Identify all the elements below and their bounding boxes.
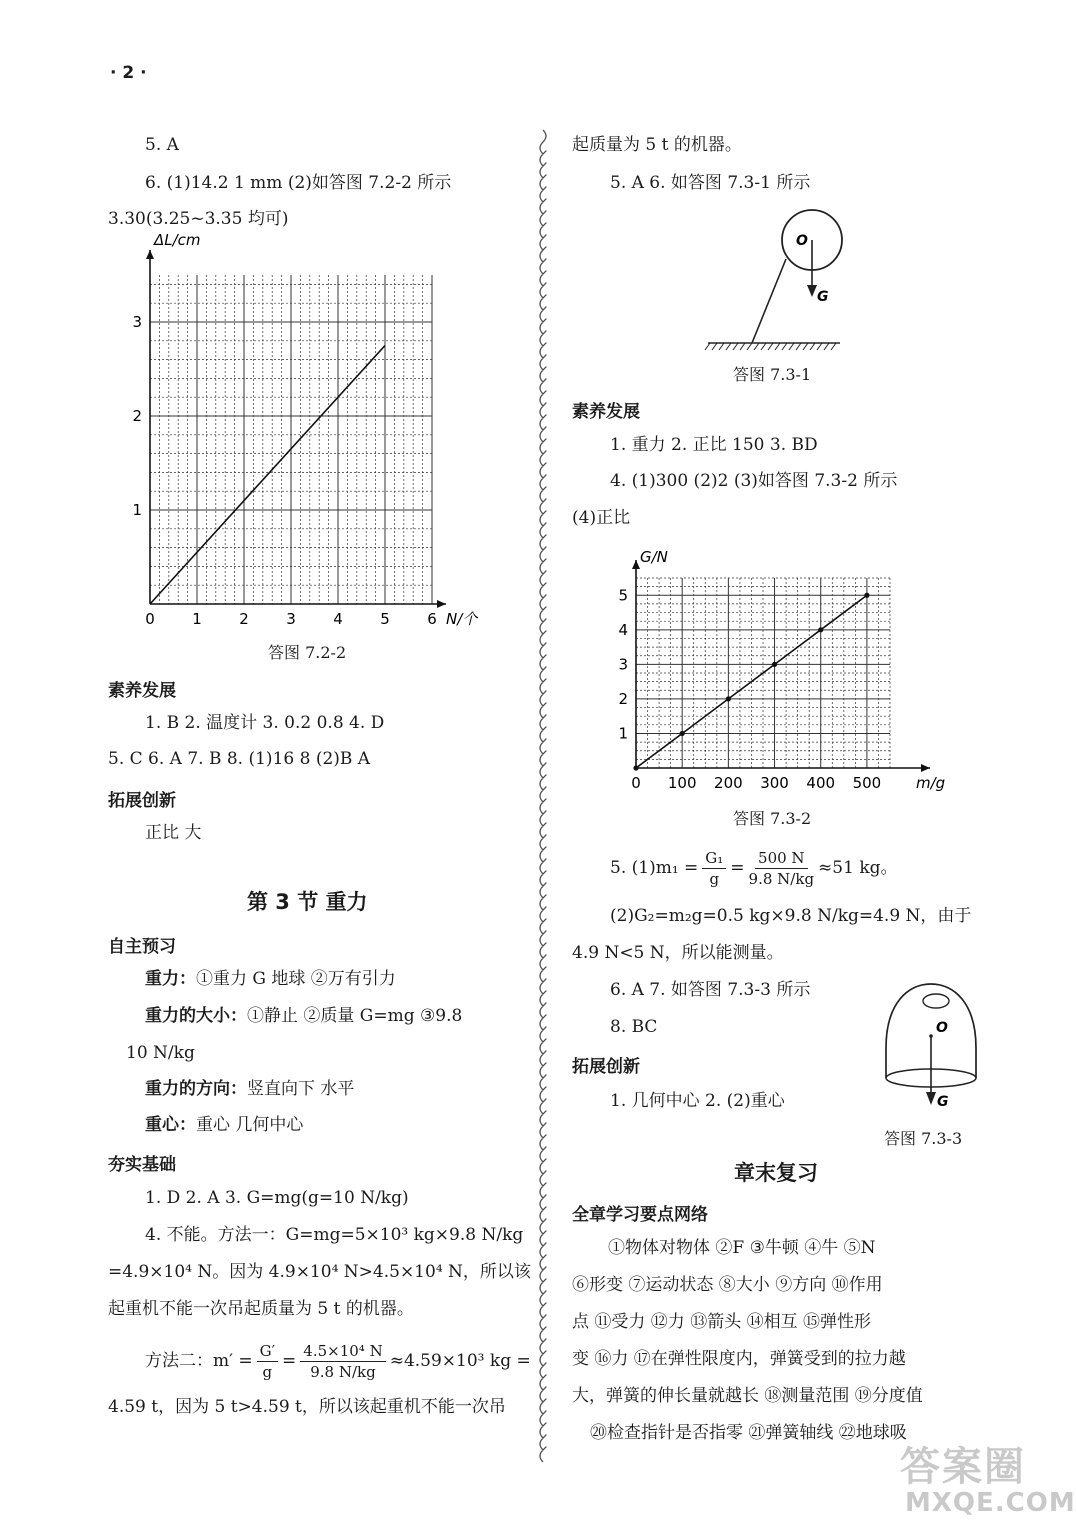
ground-hatch: [705, 343, 836, 350]
x-tick-label: 5: [380, 610, 390, 628]
hatch-line: [796, 343, 801, 350]
answer-line: 5. A: [145, 135, 179, 155]
column-separator: [536, 130, 550, 1450]
hatch-line: [789, 343, 794, 350]
hatch-line: [726, 343, 731, 350]
formula-text: ≈51 kg。: [818, 858, 898, 878]
term-label: 重力的大小：: [145, 1006, 247, 1026]
hatch-line: [768, 343, 773, 350]
force-label: G: [817, 289, 829, 305]
watermark-logo: 答案圈: [900, 1444, 1026, 1490]
hatch-line: [782, 343, 787, 350]
center-label: O: [936, 1020, 948, 1036]
answer-line: ⑳检查指针是否指零 ㉑弹簧轴线 ㉒地球吸: [590, 1423, 907, 1443]
series-line: [150, 346, 385, 605]
answer-line: [145, 1078, 354, 1100]
center-label: O: [796, 233, 808, 249]
x-axis-arrow-icon: [437, 600, 446, 608]
section-heading: 拓展创新: [572, 1057, 640, 1077]
answer-line: [145, 968, 396, 990]
answer-line: 4. 不能。方法一：G=mg=5×10³ kg×9.8 N/kg: [145, 1225, 524, 1245]
y-axis-label: G/N: [640, 548, 668, 566]
page-number: · 2 ·: [110, 63, 147, 83]
hatch-line: [824, 343, 829, 350]
x-axis-label: m/g: [916, 774, 946, 792]
watermark-url: MXQE.COM: [905, 1488, 1076, 1518]
term-text: 重心 几何中心: [196, 1115, 304, 1135]
figure-7-3-1: [700, 205, 850, 355]
section-heading: 全章学习要点网络: [572, 1205, 708, 1225]
data-point: [633, 765, 638, 770]
fraction: [749, 848, 815, 889]
answer-line: (2)G₂=m₂g=0.5 kg×9.8 N/kg=4.9 N，由于: [610, 906, 972, 926]
section-heading: 素养发展: [572, 402, 640, 422]
y-tick-label: 2: [618, 689, 628, 708]
answer-line: 5. A 6. 如答图 7.3-1 所示: [610, 173, 811, 193]
support-rod: [752, 259, 786, 343]
x-axis-arrow-icon: [921, 764, 930, 772]
answer-line: 6. A 7. 如答图 7.3-3 所示: [610, 980, 811, 1000]
y-tick-label: 3: [132, 313, 142, 331]
answer-line: 8. BC: [610, 1017, 658, 1037]
answer-line: 4. (1)300 (2)2 (3)如答图 7.3-2 所示: [610, 471, 898, 491]
data-point: [726, 696, 731, 701]
y-tick-label: 2: [132, 407, 142, 425]
hatch-line: [775, 343, 780, 350]
numerator: G₁: [702, 848, 726, 869]
answer-line: 大，弹簧的伸长量就越长 ⑱测量范围 ⑲分度值: [572, 1386, 923, 1406]
answer-line: 点 ⑪受力 ⑫力 ⑬箭头 ⑭相互 ⑮弹性形: [572, 1312, 872, 1332]
hatch-line: [733, 343, 738, 350]
answer-line: =4.9×10⁴ N。因为 4.9×10⁴ N>4.5×10⁴ N，所以该: [108, 1262, 531, 1282]
hatch-line: [740, 343, 745, 350]
answer-line: ①物体对物体 ②F ③牛顿 ④牛 ⑤N: [608, 1238, 876, 1258]
answer-line: 1. 几何中心 2. (2)重心: [610, 1091, 785, 1111]
section-heading: 夯实基础: [108, 1155, 176, 1175]
formula-text: ≈4.59×10³ kg =: [389, 1351, 531, 1371]
x-tick-label: 0: [145, 610, 155, 628]
grid: [150, 275, 432, 604]
denominator: 9.8 N/kg: [310, 1362, 376, 1381]
answer-line: 4.9 N<5 N，所以能测量。: [572, 943, 784, 963]
y-tick-label: 4: [618, 620, 628, 639]
x-tick-label: 0: [631, 774, 641, 792]
chart-7-2-2: [100, 231, 520, 640]
answer-line: 1. D 2. A 3. G=mg(g=10 N/kg): [145, 1188, 409, 1208]
hatch-line: [705, 343, 710, 350]
data-point: [680, 731, 685, 736]
formula-line: [145, 1335, 531, 1387]
formula-text: =: [730, 858, 745, 878]
answer-line: 正比 大: [145, 823, 202, 843]
figure-7-3-3: [876, 978, 986, 1110]
x-tick-label: 1: [192, 610, 202, 628]
x-tick-label: 4: [333, 610, 343, 628]
figure-caption: 答图 7.3-1: [733, 365, 812, 384]
data-point: [772, 662, 777, 667]
y-tick-label: 3: [618, 655, 628, 674]
numerator: G′: [257, 1341, 278, 1362]
x-tick-label: 2: [239, 610, 249, 628]
answer-line: 起重机不能一次吊起质量为 5 t 的机器。: [108, 1299, 414, 1319]
fraction: [300, 1341, 385, 1382]
y-axis-arrow-icon: [146, 250, 154, 259]
x-tick-label: 6: [427, 610, 437, 628]
section-title: 章末复习: [734, 1161, 818, 1185]
chart-caption: 答图 7.2-2: [268, 643, 347, 662]
y-tick-label: 5: [618, 586, 628, 605]
arrow-head-icon: [807, 285, 817, 297]
term-label: 重心：: [145, 1115, 196, 1135]
section-heading: 素养发展: [108, 681, 176, 701]
answer-line: 10 N/kg: [126, 1043, 195, 1063]
y-axis-arrow-icon: [632, 560, 640, 569]
hatch-line: [761, 343, 766, 350]
x-tick-label: 300: [760, 774, 789, 792]
x-tick-label: 500: [852, 774, 882, 792]
answer-line: ⑥形变 ⑦运动状态 ⑧大小 ⑨方向 ⑩作用: [572, 1275, 883, 1295]
data-point: [818, 627, 823, 632]
hatch-line: [719, 343, 724, 350]
hatch-line: [712, 343, 717, 350]
answer-line: 4.59 t，因为 5 t>4.59 t，所以该起重机不能一次吊: [108, 1397, 506, 1417]
term-label: 重力：: [145, 969, 196, 989]
section-heading: 拓展创新: [108, 791, 176, 811]
answer-line: [145, 1005, 462, 1027]
hatch-line: [754, 343, 759, 350]
arrow-head-icon: [926, 1092, 936, 1105]
hatch-line: [817, 343, 822, 350]
term-text: ①静止 ②质量 G=mg ③9.8: [247, 1006, 463, 1026]
term-text: ①重力 G 地球 ②万有引力: [196, 969, 396, 989]
figure-caption: 答图 7.3-3: [884, 1129, 963, 1148]
denominator: g: [709, 869, 720, 888]
chart-caption: 答图 7.3-2: [733, 809, 812, 828]
answer-line: 起质量为 5 t 的机器。: [572, 135, 742, 155]
data-point: [864, 593, 869, 598]
hatch-line: [747, 343, 752, 350]
hatch-line: [831, 343, 836, 350]
denominator: g: [262, 1362, 273, 1381]
formula-text: 方法二：m′ =: [145, 1351, 253, 1371]
x-axis-label: N/个: [446, 610, 478, 628]
hatch-line: [803, 343, 808, 350]
bell-hole: [923, 994, 949, 1008]
section-title: 第 3 节 重力: [247, 890, 368, 914]
answer-line: 1. 重力 2. 正比 150 3. BD: [610, 435, 818, 455]
numerator: 4.5×10⁴ N: [300, 1341, 385, 1362]
chart-7-3-2: [590, 540, 960, 802]
y-tick-label: 1: [618, 724, 628, 743]
answer-line: (4)正比: [572, 508, 631, 528]
answer-line: 5. C 6. A 7. B 8. (1)16 8 (2)B A: [108, 749, 371, 769]
answer-line: 变 ⑯力 ⑰在弹性限度内，弹簧受到的拉力越: [572, 1349, 906, 1369]
term-text: 竖直向下 水平: [247, 1079, 355, 1099]
formula-text: =: [282, 1351, 297, 1371]
term-label: 重力的方向：: [145, 1079, 247, 1099]
y-axis-label: ΔL/cm: [154, 231, 201, 249]
denominator: 9.8 N/kg: [748, 869, 815, 888]
answer-line: 6. (1)14.2 1 mm (2)如答图 7.2-2 所示: [145, 173, 452, 193]
x-tick-label: 400: [806, 774, 836, 792]
fraction: [702, 848, 726, 889]
formula-line: [610, 842, 898, 894]
answer-line: 1. B 2. 温度计 3. 0.2 0.8 4. D: [145, 713, 385, 733]
hatch-line: [810, 343, 815, 350]
answer-line: 3.30(3.25~3.35 均可): [108, 209, 289, 229]
x-tick-label: 3: [286, 610, 296, 628]
y-tick-label: 1: [132, 501, 142, 519]
center-dot: [929, 1034, 933, 1038]
fraction: [257, 1341, 278, 1382]
numerator: 500 N: [755, 848, 808, 869]
x-tick-label: 200: [714, 774, 743, 792]
section-heading: 自主预习: [108, 937, 176, 957]
x-tick-label: 100: [667, 774, 697, 792]
answer-line: [145, 1114, 303, 1136]
force-label: G: [937, 1094, 949, 1110]
formula-text: 5. (1)m₁ =: [610, 858, 699, 878]
